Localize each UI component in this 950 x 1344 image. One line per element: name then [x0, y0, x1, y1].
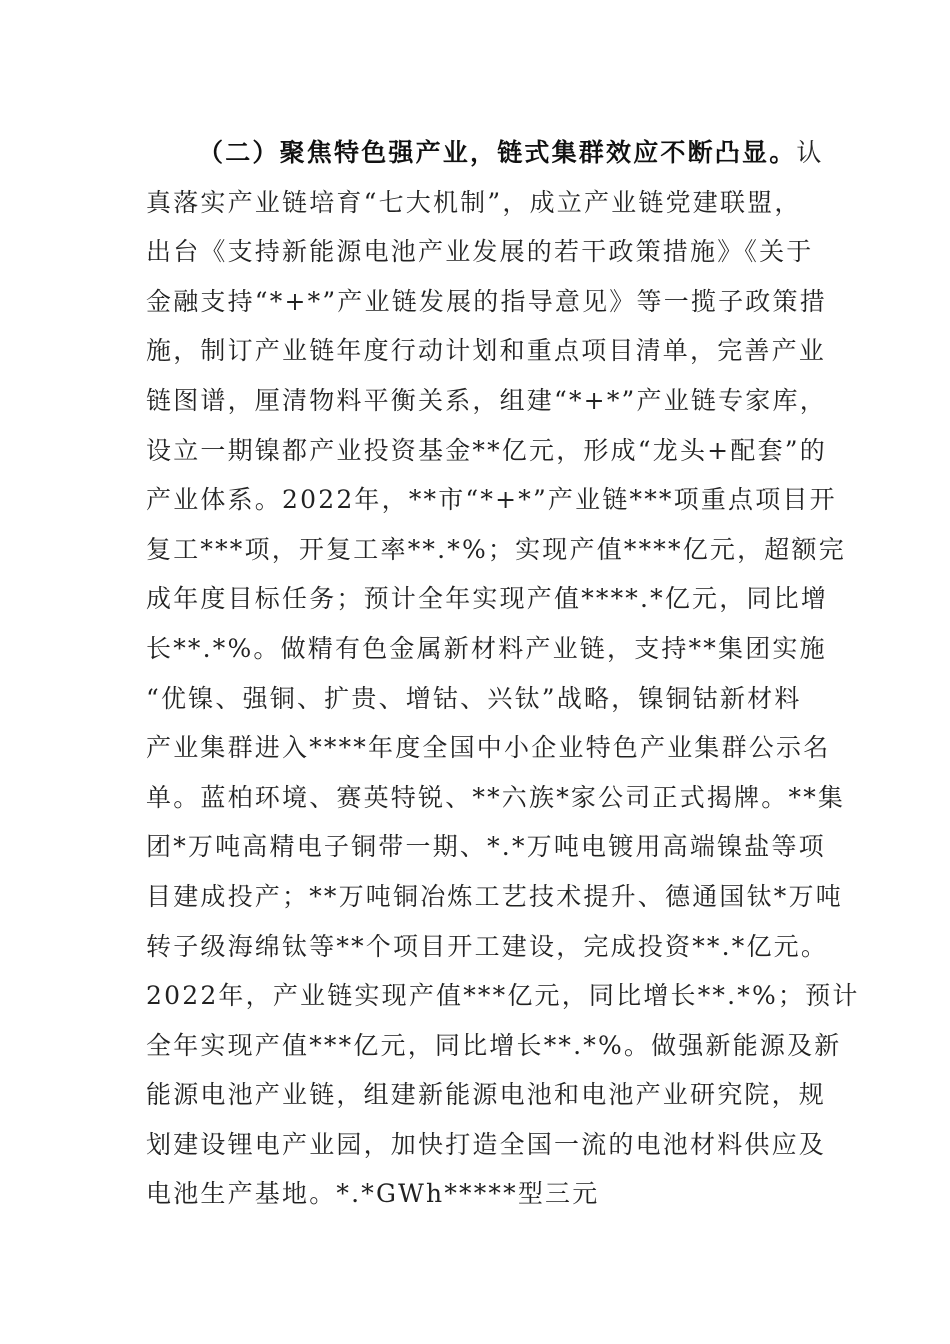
- text-line: 2022年，产业链实现产值***亿元，同比增长**.*%；预计: [146, 981, 860, 1011]
- text-line: 链图谱，厘清物料平衡关系，组建“*+*”产业链专家库，: [146, 385, 827, 415]
- text-line: 真落实产业链培育“七大机制”，成立产业链党建联盟，: [146, 187, 802, 217]
- text-line: 团*万吨高精电子铜带一期、*.*万吨电镀用高端镍盐等项: [146, 832, 826, 862]
- text-line: 长**.*%。做精有色金属新材料产业链，支持**集团实施: [146, 633, 827, 663]
- text-line: 施，制订产业链年度行动计划和重点项目清单，完善产业: [146, 336, 827, 366]
- text-line: 电池生产基地。*.*GWh*****型三元: [146, 1179, 600, 1209]
- section-heading: （二）聚焦特色强产业，链式集群效应不断凸显。: [198, 138, 797, 167]
- text-line: 成年度目标任务；预计全年实现产值****.*亿元，同比增: [146, 584, 829, 614]
- text-line: 复工***项，开复工率**.*%；实现产值****亿元，超额完: [146, 534, 846, 564]
- text-line: 全年实现产值***亿元，同比增长**.*%。做强新能源及新: [146, 1030, 842, 1060]
- text-line: 产业体系。2022年，**市“*+*”产业链***项重点项目开: [146, 485, 837, 515]
- text-line: 单。蓝柏环境、赛英特锐、**六族*家公司正式揭牌。**集: [146, 782, 846, 812]
- text-line: 认: [796, 138, 824, 167]
- text-line: 产业集群进入****年度全国中小企业特色产业集群公示名: [146, 733, 831, 763]
- text-line: 能源电池产业链，组建新能源电池和电池产业研究院，规: [146, 1080, 827, 1110]
- text-line: 设立一期镍都产业投资基金**亿元，形成“龙头+配套”的: [146, 435, 827, 465]
- text-line: 金融支持“*+*”产业链发展的指导意见》等一揽子政策措: [146, 286, 827, 316]
- text-line: 划建设锂电产业园，加快打造全国一流的电池材料供应及: [146, 1129, 827, 1159]
- body-paragraph: [146, 128, 860, 1219]
- text-line: 转子级海绵钛等**个项目开工建设，完成投资**.*亿元。: [146, 931, 829, 961]
- paragraph-first-line: [146, 128, 826, 178]
- text-line: 目建成投产；**万吨铜冶炼工艺技术提升、德通国钛*万吨: [146, 881, 843, 911]
- text-line: 出台《支持新能源电池产业发展的若干政策措施》《关于: [146, 237, 814, 267]
- text-line: “优镍、强铜、扩贵、增钴、兴钛”战略，镍铜钴新材料: [146, 683, 802, 713]
